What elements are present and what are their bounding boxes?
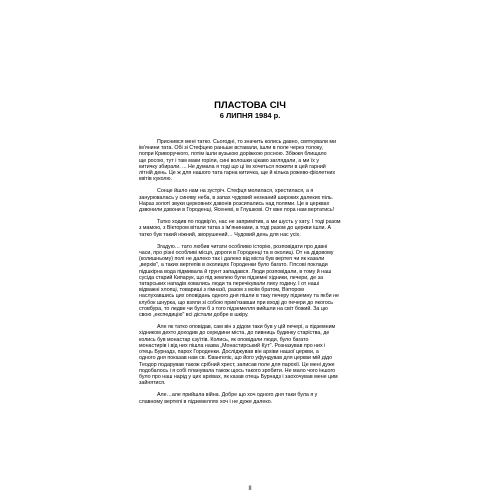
paragraph-1: Приснився мені татко. Сьогодні, то значить колись давно, святкували ми ім'янини тата. Обі зі Стефцею раньше вставали, ішли в поле через толоку, попри Криворучкого, потім ішли вузькою доріжкою росною. Збіжжя блищало ще росою, тут і там маки горіли, сині волошки цікаво заглядали, а ми їх у китичку збирали. ... Не думала я тоді що ці їм хочеться пожити в цей гарний літній день. Це ж для нашого тата гарна китичка, ще й кілька рожево-фіолетних квітів куколю. xyxy=(139,139,337,183)
document-date: 6 ЛИПНЯ 1984 р. xyxy=(219,111,281,120)
paragraph-5: Але як татко оповідав, сам він з дідом таки був у цій печері, а підземним хідником дехто доходив до середини міста, до пивниць будинку старіства, де колись був монастар єзуїтів. Колись, як оповідали люди, було багато монастирів і від них пішла назва „Монастирський Кут". Розназував про них і отець Бурнадз, парох Городенки. Досліджував він архіви нашої церкви, а одного дня показав нам св. Євангеліє, що його уфундував для церкви мій дідо Теодор подарував також срібний хрест, записав поле для парохії. Це мені дуже подобалось і я собі планувала також щось такого зробити. Не мало чого іншого було про наш нарід у цих архівах, як казав отець Бурнадз і заохочував мене цим зайнятися. xyxy=(139,324,338,387)
paragraph-2: Сонце йшло нам на зустріч. Стефця молилася, хрестилася, а я занурювалась у синяву неба, в запах чудовий незнаний широких далеких піль. Нараз золоті звуки церковних дзвонів розсипались над полями. Це в церквах дзвонили дзвони в Городенці, Ясеневі, в Глушкові. От вже пора нам вертатись! xyxy=(139,188,335,214)
paragraph-4: Згадую… тато любив читати особливо історію, розповідати про давні часи, про різні особливі місця, дороги в Городенці та в околиці. От на дідовому (колишньому) полі не далеко так і далеко від міста був вертеп чи як казали „верхів", а таких вертепів в околицях Городенки було багато. Гіпсові поклади підшкірна вода підмивала й грунт западався. Люди розповідали, в тому й наш сусіда старий Кипарук, що під землею були підземні хідники, печери, де за татарських нападів ховались люди та перечікували лиху годину. І от наші відважні хлопці, товариші з гімназії, разом з моїм братом, Віктором наслухавшись цих оповідань одного дня пішли в таку печеру підземну та якби не клубок шнурка, що взяли зі собою прив'язавши при вході до печери до якогось стовбура, то ледве чи були б з того підземелля вийшли на світ божий. За цю свою „експедицію" всі дістали добре в шкіру. xyxy=(139,243,339,319)
document-header xyxy=(0,100,500,120)
paragraph-6: Але…але прийшла війна. Добре що хоч одного дня таки була я у славному вертепі в підземеллях хоч і не дуже далеко. xyxy=(139,392,318,405)
paragraph-3: Татко ходив по подвір'ю, нас не запримітив, а ми шусть у хату. І тоді разом з мамою, з Віктором вітали татка з ім'янинами, а тоді разом до церкви ішли. А татко був такий ніжний, зворушений… Чудовий день для нас усіх. xyxy=(139,219,341,238)
document-title: ПЛАСТОВА СІЧ xyxy=(214,100,286,111)
page-number: II xyxy=(248,486,252,492)
document-body xyxy=(139,139,371,411)
